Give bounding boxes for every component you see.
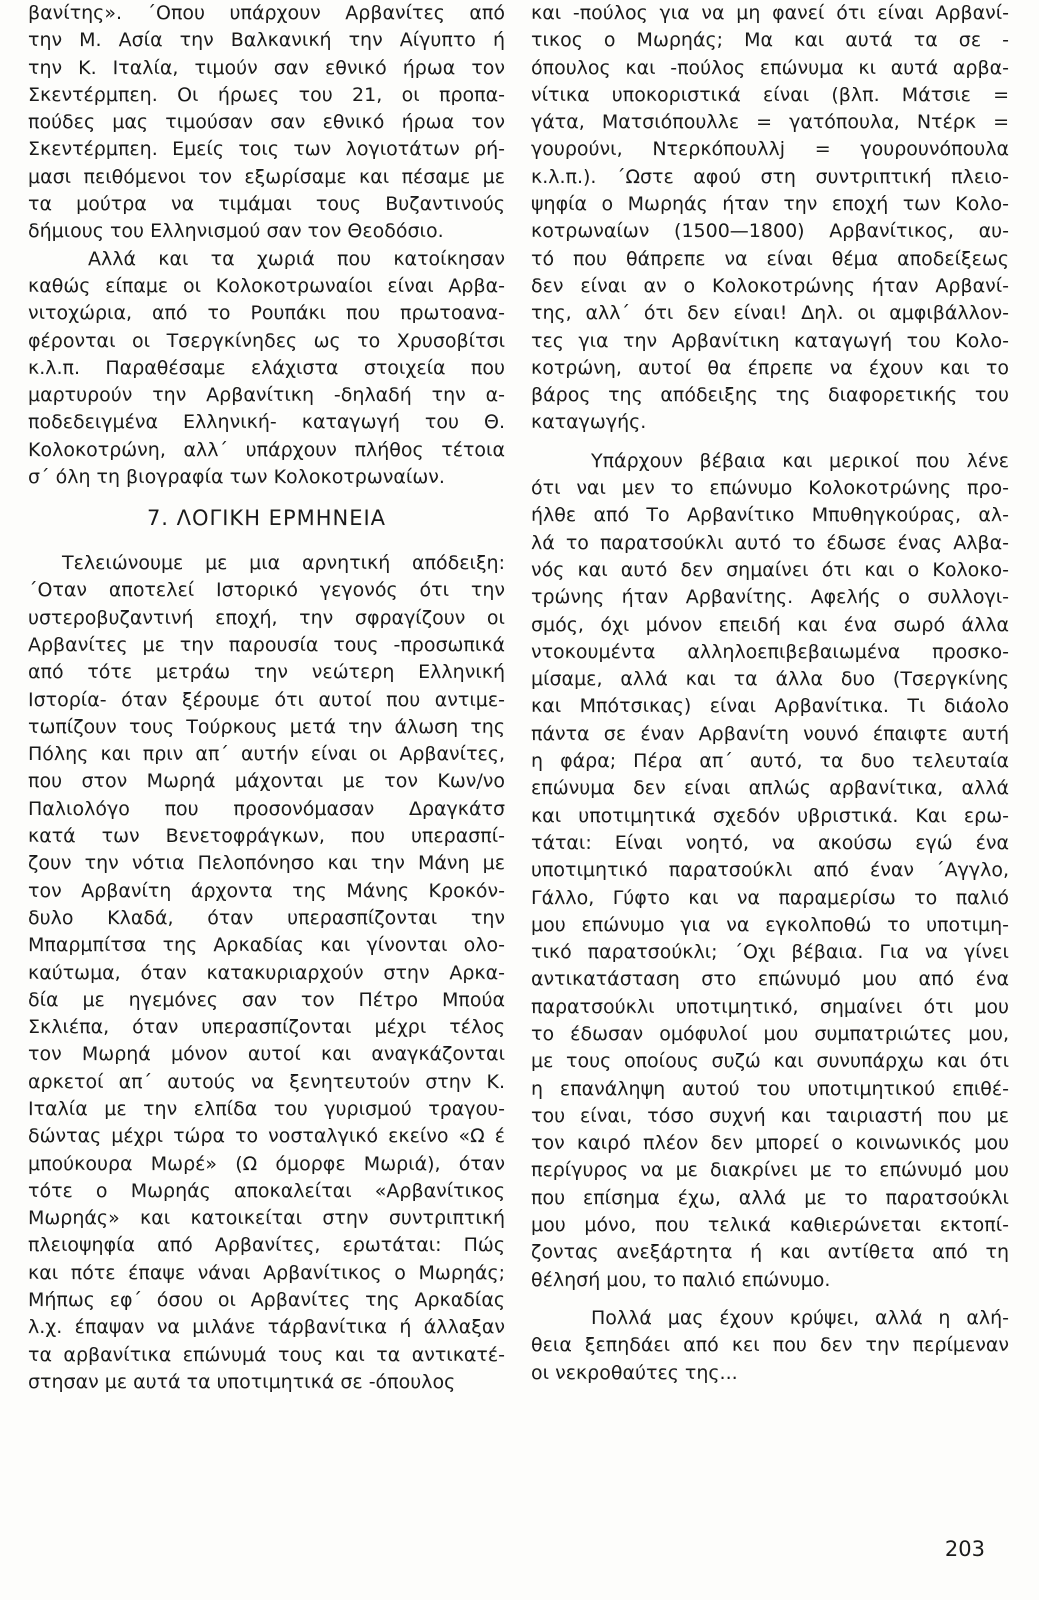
text-line: και υποτιμητικά σχεδόν υβριστικά. Και ερω- (531, 804, 1009, 827)
paragraph-gap (531, 1294, 1009, 1305)
text-line: και Μπότσικας) είναι Αρβανίτικα. Τι διάολο (531, 695, 1009, 718)
text-line: νός και αυτό δεν σημαίνει ότι και ο Κολοκο- (531, 558, 1009, 581)
text-line: ότι ναι μεν το επώνυμο Κολοκοτρώνης προ- (531, 477, 1009, 500)
text-line: νιτοχώρια, από το Ρουπάκι που πρωτοανα- (28, 302, 505, 325)
text-line: ζουν την νότια Πελοπόνησο και την Μάνη με (28, 852, 505, 875)
page-number: 203 (944, 1537, 985, 1561)
text-line: λ.χ. έπαψαν να μιλάνε τάρβανίτικα ή άλλαξαν (28, 1316, 505, 1339)
text-line: τό που θάπρεπε να είναι θέμα αποδείξεως (531, 247, 1009, 270)
text-line: δυλο Κλαδά, όταν υπερασπίζονται την (28, 906, 505, 929)
text-line: θεια ξεπηδάει από κει που δεν την περίμεναν (531, 1334, 1009, 1357)
text-line: καύτωμα, όταν κατακυριαρχούν στην Αρκα- (28, 961, 505, 984)
text-line: σ΄ όλη τη βιογραφία των Κολοκοτρωναίων. (28, 466, 445, 489)
text-line: ψηφία ο Μωρηάς ήταν την εποχή των Κολο- (531, 193, 1009, 216)
text-line: γουρούνι, Ντερκόπουλλj = γουρουνόπουλα (531, 138, 1009, 161)
left-column (28, 0, 505, 1396)
text-line: υποτιμητικό παρατσούκλι από έναν ΄Αγγλο, (531, 859, 1009, 882)
text-line: στησαν με αυτά τα υποτιμητικά σε -όπουλος (28, 1370, 456, 1393)
text-line: τα μούτρα να τιμάμαι τους Βυζαντινούς (28, 193, 505, 216)
text-line: Πόλης και πριν απ΄ αυτήν είναι οι Αρβανίτες, (28, 743, 505, 766)
text-line: η επανάληψη αυτού του υποτιμητικού επιθέ- (531, 1077, 1009, 1100)
text-line: παρατσούκλι υποτιμητικό, σημαίνει ότι μου (531, 995, 1009, 1018)
text-line: με τους οποίους συζώ και συνυπάρχω και ότι (531, 1050, 1009, 1073)
text-line: τότε ο Μωρηάς αποκαλείται «Αρβανίτικος (28, 1179, 505, 1202)
paragraph (531, 0, 1009, 448)
text-line: μασι πειθόμενοι τον εξωρίσαμε και πέσαμε με (28, 165, 505, 188)
text-line: το έδωσαν ομόφυλοί μου συμπατριώτες μου, (531, 1022, 1009, 1045)
text-line: πούδες μας τιμούσαν σαν εθνικό ήρωα τον (28, 111, 505, 134)
text-line: μαρτυρούν την Αρβανίτικη -δηλαδή την α- (28, 384, 505, 407)
text-line: Σκεντέρμπεη. Οι ήρωες του 21, οι προπα- (28, 83, 505, 106)
text-line: περίγυρος να με διακρίνει με το επώνυμό μου (531, 1159, 1009, 1182)
section-heading: 7. ΛΟΓΙΚΗ ΕΡΜΗΝΕΙΑ (146, 506, 387, 531)
text-line: Υπάρχουν βέβαια και μερικοί που λένε (591, 449, 1009, 472)
text-line: Σκεντέρμπεη. Εμείς τοις των λογιοτάτων ρή- (28, 138, 505, 161)
text-line: και πότε έπαψε νάναι Αρβανίτικος ο Μωρηάς; (28, 1261, 505, 1284)
right-column (531, 0, 1009, 1387)
text-line: πάντα σε έναν Αρβανίτη νουνό έπαιφτε αυτή (531, 722, 1009, 745)
text-line: μου επώνυμο για να εγκολποθώ το υποτιμη- (531, 913, 1009, 936)
text-line: Σκλιέπα, όταν υπερασπίζονται μέχρι τέλος (28, 1016, 505, 1039)
text-line: που επίσημα έχω, αλλά με το παρατσούκλι (531, 1186, 1009, 1209)
text-line: ήλθε από Το Αρβανίτικο Μπυθηγκούρας, αλ- (531, 504, 1009, 527)
text-line: αντικατάσταση στο επώνυμό μου από ένα (531, 968, 1009, 991)
text-line: Ιταλία με την ελπίδα του γυρισμού τραγου- (28, 1098, 505, 1120)
text-line: καταγωγής. (531, 411, 647, 434)
text-line: κ.λ.π. Παραθέσαμε ελάχιστα στοιχεία που (28, 356, 505, 379)
text-line: όπουλος και -πούλος επώνυμα κι αυτά αρβα- (531, 56, 1009, 79)
text-line: Μπαρμπίτσα της Αρκαδίας και γίνονται ολο- (28, 934, 505, 957)
text-line: κατά των Βενετοφράγκων, που υπερασπί- (28, 825, 505, 848)
text-line: Τελειώνουμε με μια αρνητική απόδειξη: (62, 552, 505, 575)
text-line: δεν είναι αν ο Κολοκοτρώνης ήταν Αρβανί- (531, 274, 1009, 297)
text-line: η φάρα; Πέρα απ΄ αυτό, τα δυο τελευταία (531, 750, 1009, 773)
paragraph (28, 0, 505, 491)
text-line: αρκετοί απ΄ αυτούς να ξενητευτούν στην Κ. (28, 1070, 505, 1093)
text-line: Πολλά μας έχουν κρύψει, αλλά η αλή- (591, 1306, 1009, 1329)
text-line: λά το παρατσούκλι αυτό το έδωσε ένας Αλβα- (531, 531, 1009, 554)
text-line: τικό παρατσούκλι; ΄Οχι βέβαια. Για να γίνει (531, 941, 1009, 964)
text-line: τον Μωρηά μόνον αυτοί και αναγκάζονται (28, 1043, 505, 1066)
text-line: κ.λ.π.). ΄Ωστε αφού στη συντριπτική πλειο- (531, 165, 1009, 188)
text-line: που στον Μωρηά μάχονται με τον Κων/νο (28, 770, 505, 793)
paragraph (531, 448, 1009, 1305)
text-line: μου μόνο, που τελικά καθιερώνεται εκτοπί- (531, 1214, 1009, 1237)
text-line: Αρβανίτες με την παρουσία τους -προσωπικά (28, 633, 505, 656)
text-line: βανίτης». ΄Οπου υπάρχουν Αρβανίτες από (28, 2, 505, 24)
text-line: οι νεκροθαύτες της... (531, 1361, 738, 1384)
text-line: μπούκουρα Μωρέ» (Ω όμορφε Μωριά), όταν (28, 1152, 505, 1175)
text-line: τον Αρβανίτη άρχοντα της Μάνης Κροκόν- (28, 879, 505, 902)
text-line: Κολοκοτρώνη, αλλ΄ υπάρχουν πλήθος τέτοια (28, 438, 505, 461)
text-line: ΄Οταν αποτελεί Ιστορικό γεγονός ότι την (28, 579, 505, 602)
text-line: του είναι, τόσο συχνή και ταιριαστή που με (531, 1104, 1009, 1127)
text-line: την Μ. Ασία την Βαλκανική την Αίγυπτο ή (28, 29, 505, 52)
text-line: πλειοψηφία από Αρβανίτες, ερωτάται: Πώς (28, 1234, 505, 1257)
paragraph (531, 1305, 1009, 1387)
text-line: επώνυμα δεν είναι απλώς αρβανίτικα, αλλά (531, 777, 1009, 800)
text-line: από τότε μετράω την νεώτερη Ελληνική (28, 661, 505, 684)
text-line: Παλιολόγο που προσονόμασαν Δραγκάτσ (28, 797, 505, 820)
text-line: Αλλά και τα χωριά που κατοίκησαν (88, 247, 505, 270)
text-line: τρώνης ήταν Αρβανίτης. Αφελής ο συλλογι- (531, 586, 1009, 609)
text-line: ζοντας ανεξάρτητα ή και αντίθετα από τη (531, 1241, 1009, 1264)
text-line: θέλησή μου, το παλιό επώνυμο. (531, 1268, 831, 1291)
text-line: φέρονται οι Τσεργκίνηδες ως το Χρυσοβίτσι (28, 329, 505, 352)
text-line: κοτρωναίων (1500—1800) Αρβανίτικος, αυ- (531, 220, 1009, 243)
text-line: Γάλλο, Γύφτο και να παραμερίσω το παλιό (531, 886, 1009, 909)
text-line: τωπίζουν τους Τούρκους μετά την άλωση της (28, 715, 505, 738)
text-line: τάται: Είναι νοητό, να ακούσω εγώ ένα (531, 831, 1009, 854)
text-line: γάτα, Ματσιόπουλλε = γατόπουλα, Ντέρκ = (531, 111, 1009, 134)
text-line: μίσαμε, αλλά και τα άλλα δυο (Τσεργκίνης (531, 668, 1009, 691)
text-line: Ιστορία- όταν ξέρουμε ότι αυτοί που αντιμε- (28, 688, 505, 711)
text-line: υστεροβυζαντινή εποχή, την σφραγίζουν οι (28, 606, 505, 629)
text-line: ποδεδειγμένα Ελληνική- καταγωγή του Θ. (28, 411, 505, 434)
paragraph-gap (531, 437, 1009, 448)
text-line: βάρος της απόδειξης της διαφορετικής του (531, 384, 1009, 407)
text-line: της, αλλ΄ ότι δεν είναι! Δηλ. οι αμφιβάλλον- (531, 302, 1009, 325)
text-line: και -πούλος για να μη φανεί ότι είναι Αρβανί- (531, 2, 1009, 24)
text-line: καθώς είπαμε οι Κολοκοτρωναίοι είναι Αρβα- (28, 274, 505, 297)
text-line: νίτικα υποκοριστικά είναι (βλπ. Μάτσιε = (531, 83, 1009, 106)
text-line: τες για την Αρβανίτικη καταγωγή του Κολο- (531, 329, 1009, 352)
text-line: σμός, όχι μόνον επειδή και ένα σωρό άλλα (531, 613, 1009, 636)
text-line: δώντας μέχρι τώρα το νοσταλγικό εκείνο «Ω έ (28, 1125, 505, 1148)
text-line: τον καιρό πλέον δεν μπορεί ο κοινωνικός μου (531, 1132, 1009, 1155)
text-line: την Κ. Ιταλία, τιμούν σαν εθνικό ήρωα τον (28, 56, 505, 79)
text-line: Μωρηάς» και κατοικείται στην συντριπτική (28, 1207, 505, 1230)
text-line: κοτρώνη, αυτοί θα έπρεπε να έχουν και το (531, 356, 1009, 379)
text-line: ντοκουμέντα αλληλοεπιβεβαιωμένα προσκο- (531, 640, 1009, 663)
paragraph (28, 550, 505, 1396)
text-line: τικος ο Μωρηάς; Μα και αυτά τα σε - (531, 29, 1009, 52)
text-line: δήμιους του Ελληνισμού σαν τον Θεοδόσιο. (28, 220, 444, 243)
text-line: τα αρβανίτικα επώνυμά τους και τα αντικατέ- (28, 1343, 505, 1366)
text-line: δία με ηγεμόνες σαν τον Πέτρο Μπούα (28, 988, 505, 1011)
text-line: Μήπως εφ΄ όσου οι Αρβανίτες της Αρκαδίας (28, 1289, 505, 1312)
